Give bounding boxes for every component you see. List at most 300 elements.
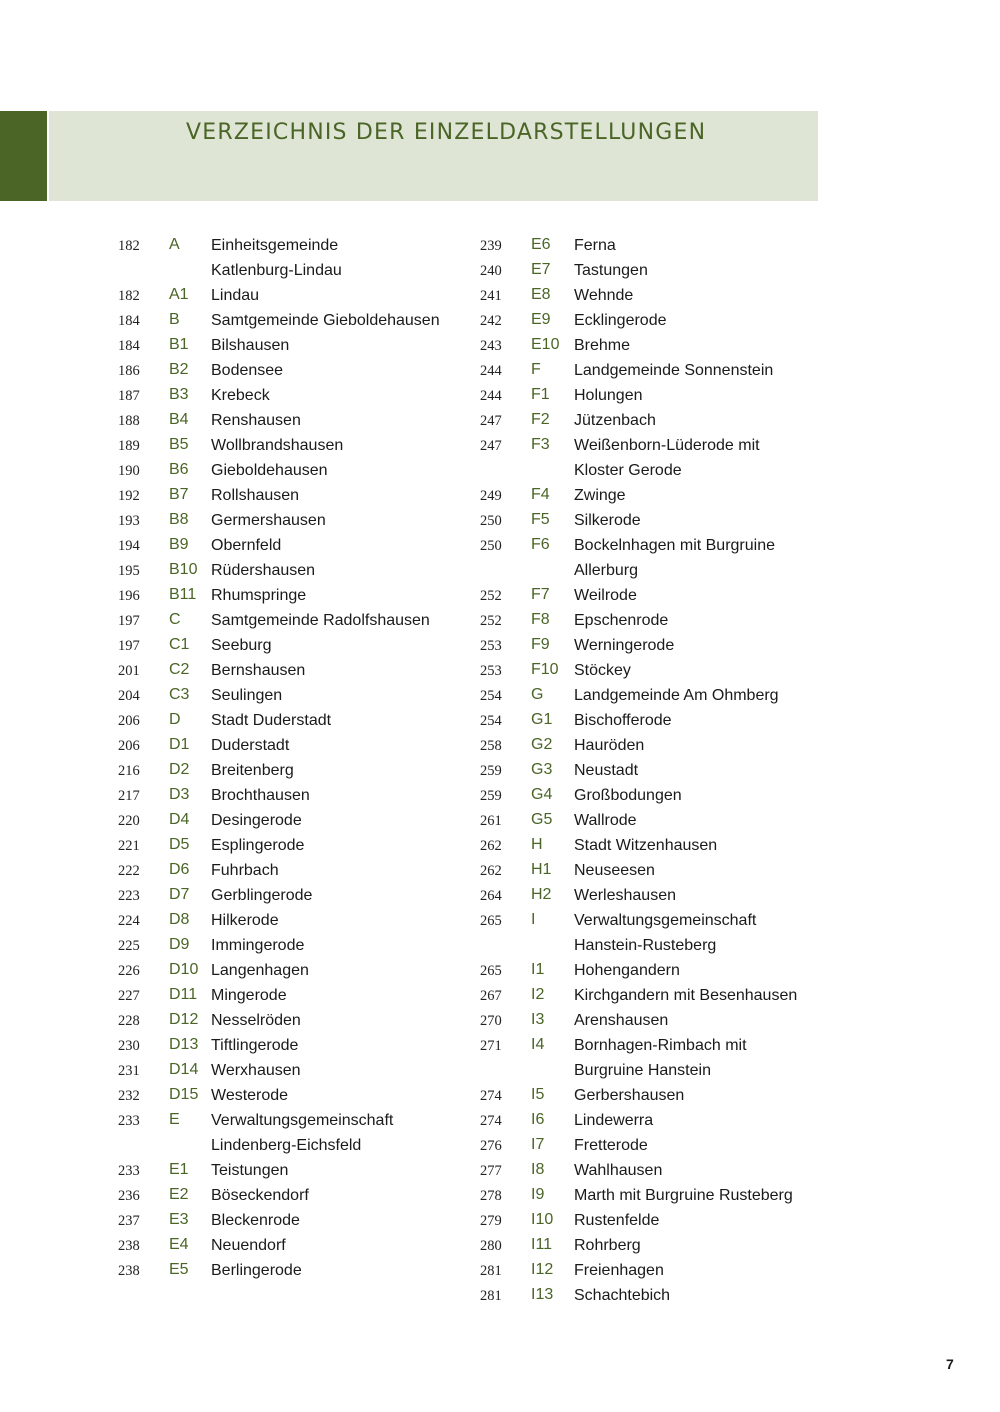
- toc-entry-title: [211, 908, 279, 933]
- toc-entry-code: G4: [531, 786, 553, 803]
- toc-entry-code: H1: [531, 861, 552, 878]
- toc-entry-code: F2: [531, 411, 550, 428]
- toc-entry-code: D3: [169, 786, 190, 803]
- toc-entry-code: I11: [531, 1236, 553, 1253]
- toc-entry-title: [574, 1233, 641, 1258]
- toc-entry-title-line: Hauröden: [574, 737, 645, 754]
- toc-entry-title: [211, 1183, 309, 1208]
- toc-entry-code: B3: [169, 386, 189, 403]
- toc-entry-title: [574, 258, 648, 283]
- toc-entry-code: I7: [531, 1136, 545, 1153]
- toc-entry-title: [211, 958, 309, 983]
- toc-entry-title-line: Stadt Duderstadt: [211, 712, 332, 729]
- toc-entry-title-line: Schachtebich: [574, 1287, 671, 1304]
- toc-entry-code: E3: [169, 1211, 189, 1228]
- toc-entry-title-line: Kloster Gerode: [574, 462, 682, 479]
- toc-entry-title: [574, 1083, 684, 1108]
- toc-page-number: 204: [118, 688, 140, 704]
- toc-entry-title: [211, 408, 301, 433]
- toc-entry-title-line: Brehme: [574, 337, 631, 354]
- toc-page-number: 231: [118, 1063, 140, 1079]
- toc-entry-title-line: Bilshausen: [211, 337, 290, 354]
- toc-page-number: 186: [118, 363, 140, 379]
- toc-page-number: 226: [118, 963, 140, 979]
- toc-entry-title-line: Rohrberg: [574, 1237, 641, 1254]
- toc-entry-title-line: Rollshausen: [211, 487, 300, 504]
- toc-entry-title-line: Burgruine Hanstein: [574, 1062, 711, 1079]
- toc-entry-title-line: Böseckendorf: [211, 1187, 309, 1204]
- toc-entry-code: G1: [531, 711, 553, 728]
- toc-entry-title: [211, 283, 259, 308]
- toc-entry-title-line: Samtgemeinde Radolfshausen: [211, 612, 430, 629]
- toc-entry-title: [574, 908, 756, 958]
- toc-page-number: 232: [118, 1088, 140, 1104]
- toc-entry-code: F7: [531, 586, 550, 603]
- toc-entry-code: D2: [169, 761, 190, 778]
- toc-entry-title-line: Rüdershausen: [211, 562, 316, 579]
- toc-entry-title: [211, 333, 289, 358]
- toc-page-number: 228: [118, 1013, 140, 1029]
- toc-entry-code: B1: [169, 336, 189, 353]
- toc-entry-code: B4: [169, 411, 189, 428]
- toc-entry-code: I5: [531, 1086, 545, 1103]
- toc-entry-title: [211, 808, 302, 833]
- toc-page-number: 189: [118, 438, 140, 454]
- toc-entry-title-line: Hilkerode: [211, 912, 279, 929]
- toc-entry-title-line: Arenshausen: [574, 1012, 669, 1029]
- toc-page-number: 277: [480, 1163, 502, 1179]
- toc-entry-code: I10: [531, 1211, 554, 1228]
- toc-entry-code: I8: [531, 1161, 545, 1178]
- toc-entry-code: D15: [169, 1086, 199, 1103]
- toc-entry-title-line: Holungen: [574, 387, 643, 404]
- toc-page-number: 265: [480, 963, 502, 979]
- toc-entry-title: [574, 333, 630, 358]
- toc-entry-title: [574, 1183, 793, 1208]
- toc-entry-title-line: Krebeck: [211, 387, 270, 404]
- toc-page-number: 237: [118, 1213, 140, 1229]
- toc-entry-code: E4: [169, 1236, 189, 1253]
- toc-page-number: 188: [118, 413, 140, 429]
- toc-entry-code: E10: [531, 336, 560, 353]
- toc-entry-title-line: Ecklingerode: [574, 312, 667, 329]
- toc-entry-title-line: Nesselröden: [211, 1012, 301, 1029]
- toc-entry-title-line: Tastungen: [574, 262, 648, 279]
- toc-entry-code: B9: [169, 536, 189, 553]
- toc-entry-title: [211, 1258, 302, 1283]
- toc-entry-title: [211, 233, 342, 283]
- toc-entry-title-line: Hohengandern: [574, 962, 680, 979]
- toc-page-number: 281: [480, 1263, 502, 1279]
- toc-page-number: 206: [118, 738, 140, 754]
- toc-entry-code: F9: [531, 636, 550, 653]
- toc-entry-title-line: Jützenbach: [574, 412, 656, 429]
- toc-entry-title-line: Teistungen: [211, 1162, 289, 1179]
- toc-entry-code: C: [169, 611, 181, 628]
- toc-entry-code: I: [531, 911, 536, 928]
- toc-page-number: 197: [118, 613, 140, 629]
- toc-entry-title: [211, 1058, 301, 1083]
- toc-entry-title-line: Desingerode: [211, 812, 302, 829]
- toc-entry-title: [574, 433, 760, 483]
- toc-entry-title: [574, 1283, 670, 1308]
- toc-entry-title-line: Verwaltungsgemeinschaft: [574, 912, 757, 929]
- toc-entry-code: C3: [169, 686, 190, 703]
- toc-entry-title: [211, 533, 281, 558]
- toc-entry-title: [574, 658, 631, 683]
- header-accent-bar: [0, 111, 47, 201]
- toc-entry-title-line: Gerblingerode: [211, 887, 313, 904]
- toc-entry-title: [574, 708, 672, 733]
- toc-entry-code: B5: [169, 436, 189, 453]
- toc-entry-title: [574, 683, 779, 708]
- toc-entry-title: [574, 533, 775, 583]
- toc-entry-code: F10: [531, 661, 559, 678]
- toc-entry-title: [574, 1033, 747, 1083]
- toc-entry-title-line: Rustenfelde: [574, 1212, 660, 1229]
- toc-page-number: 216: [118, 763, 140, 779]
- toc-entry-title: [574, 858, 655, 883]
- toc-entry-title: [211, 433, 343, 458]
- toc-entry-code: I2: [531, 986, 545, 1003]
- toc-entry-title: [574, 958, 680, 983]
- toc-entry-code: D7: [169, 886, 190, 903]
- toc-entry-title-line: Wollbrandshausen: [211, 437, 344, 454]
- toc-entry-title-line: Neuendorf: [211, 1237, 286, 1254]
- toc-page-number: 264: [480, 888, 502, 904]
- toc-page-number: 242: [480, 313, 502, 329]
- toc-page-number: 182: [118, 288, 140, 304]
- toc-entry-title-line: Bischofferode: [574, 712, 672, 729]
- toc-page-number: 238: [118, 1263, 140, 1279]
- toc-page-number: 250: [480, 538, 502, 554]
- page-number: 7: [946, 1356, 954, 1372]
- toc-entry-title-line: Bernshausen: [211, 662, 306, 679]
- toc-entry-code: E7: [531, 261, 551, 278]
- toc-page-number: 267: [480, 988, 502, 1004]
- toc-entry-code: F5: [531, 511, 550, 528]
- toc-entry-code: E: [169, 1111, 180, 1128]
- toc-page-number: 254: [480, 688, 502, 704]
- toc-page-number: 244: [480, 388, 502, 404]
- toc-page-number: 247: [480, 413, 502, 429]
- toc-entry-title-line: Seeburg: [211, 637, 272, 654]
- toc-entry-title: [574, 1158, 662, 1183]
- toc-entry-code: B7: [169, 486, 189, 503]
- toc-entry-title-line: Epschenrode: [574, 612, 669, 629]
- toc-entry-title-line: Samtgemeinde Gieboldehausen: [211, 312, 440, 329]
- toc-page-number: 254: [480, 713, 502, 729]
- toc-entry-title-line: Langenhagen: [211, 962, 309, 979]
- toc-entry-code: E5: [169, 1261, 189, 1278]
- toc-entry-title-line: Wahlhausen: [574, 1162, 663, 1179]
- toc-entry-title: [211, 358, 283, 383]
- toc-page-number: 184: [118, 338, 140, 354]
- toc-entry-code: I3: [531, 1011, 545, 1028]
- toc-entry-title-line: Bleckenrode: [211, 1212, 300, 1229]
- toc-entry-title-line: Werningerode: [574, 637, 675, 654]
- toc-page-number: 252: [480, 613, 502, 629]
- toc-entry-code: E8: [531, 286, 551, 303]
- toc-entry-title: [211, 633, 272, 658]
- toc-entry-title: [211, 508, 326, 533]
- toc-entry-code: F3: [531, 436, 550, 453]
- toc-entry-code: B11: [169, 586, 197, 603]
- toc-entry-code: D6: [169, 861, 190, 878]
- toc-entry-title: [574, 608, 668, 633]
- toc-entry-title-line: Westerode: [211, 1087, 289, 1104]
- toc-entry-title: [574, 383, 643, 408]
- toc-entry-title: [211, 658, 305, 683]
- toc-entry-code: D9: [169, 936, 190, 953]
- toc-entry-title: [574, 758, 638, 783]
- toc-entry-title: [574, 483, 626, 508]
- toc-page-number: 195: [118, 563, 140, 579]
- toc-entry-title-line: Freienhagen: [574, 1262, 664, 1279]
- toc-entry-code: I12: [531, 1261, 554, 1278]
- toc-entry-title-line: Katlenburg-Lindau: [211, 262, 342, 279]
- toc-entry-code: F4: [531, 486, 550, 503]
- toc-entry-title: [574, 408, 656, 433]
- toc-entry-title: [211, 1158, 288, 1183]
- toc-entry-title: [574, 1258, 664, 1283]
- page-title: VERZEICHNIS DER EINZELDARSTELLUNGEN: [186, 120, 707, 145]
- toc-entry-title-line: Fretterode: [574, 1137, 648, 1154]
- toc-entry-title: [574, 1208, 659, 1233]
- toc-page-number: 253: [480, 663, 502, 679]
- toc-entry-title-line: Weißenborn-Lüderode mit: [574, 437, 760, 454]
- toc-page-number: 225: [118, 938, 140, 954]
- toc-entry-title-line: Lindau: [211, 287, 260, 304]
- toc-entry-code: A: [169, 236, 180, 253]
- toc-entry-title-line: Renshausen: [211, 412, 301, 429]
- toc-page-number: 259: [480, 788, 502, 804]
- toc-entry-title-line: Brochthausen: [211, 787, 310, 804]
- toc-entry-title: [211, 983, 287, 1008]
- toc-page-number: 243: [480, 338, 502, 354]
- toc-entry-code: I9: [531, 1186, 545, 1203]
- toc-entry-title-line: Wehnde: [574, 287, 634, 304]
- toc-entry-title: [211, 708, 331, 733]
- toc-entry-title: [574, 983, 797, 1008]
- toc-page-number: 247: [480, 438, 502, 454]
- toc-entry-title: [211, 733, 289, 758]
- toc-entry-title: [574, 583, 637, 608]
- toc-entry-code: D8: [169, 911, 190, 928]
- toc-page-number: 217: [118, 788, 140, 804]
- toc-page-number: 262: [480, 863, 502, 879]
- toc-entry-code: D12: [169, 1011, 199, 1028]
- toc-entry-code: I6: [531, 1111, 545, 1128]
- toc-page-number: 222: [118, 863, 140, 879]
- toc-entry-title-line: Rhumspringe: [211, 587, 307, 604]
- toc-entry-title: [574, 508, 641, 533]
- toc-entry-code: D4: [169, 811, 190, 828]
- toc-entry-title: [211, 1033, 298, 1058]
- toc-entry-code: G2: [531, 736, 553, 753]
- toc-entry-title: [211, 583, 306, 608]
- toc-entry-code: D: [169, 711, 181, 728]
- toc-entry-code: F6: [531, 536, 550, 553]
- toc-entry-code: D1: [169, 736, 190, 753]
- toc-page-number: 194: [118, 538, 140, 554]
- toc-entry-code: B10: [169, 561, 198, 578]
- toc-page-number: 190: [118, 463, 140, 479]
- toc-page-number: 227: [118, 988, 140, 1004]
- toc-entry-title: [574, 1008, 668, 1033]
- toc-entry-title: [211, 558, 315, 583]
- toc-entry-title: [211, 783, 310, 808]
- toc-entry-title-line: Gerbershausen: [574, 1087, 685, 1104]
- toc-page-number: 233: [118, 1113, 140, 1129]
- toc-entry-title: [211, 383, 270, 408]
- toc-entry-title-line: Einheitsgemeinde: [211, 237, 339, 254]
- toc-entry-code: D10: [169, 961, 199, 978]
- toc-entry-title: [211, 683, 282, 708]
- toc-entry-title: [211, 1208, 300, 1233]
- toc-page-number: 258: [480, 738, 502, 754]
- toc-page-number: 259: [480, 763, 502, 779]
- toc-entry-title-line: Germershausen: [211, 512, 326, 529]
- toc-page-number: 271: [480, 1038, 502, 1054]
- toc-entry-title-line: Immingerode: [211, 937, 305, 954]
- toc-page-number: 262: [480, 838, 502, 854]
- toc-page-number: 206: [118, 713, 140, 729]
- toc-page-number: 236: [118, 1188, 140, 1204]
- toc-entry-code: D14: [169, 1061, 199, 1078]
- toc-entry-code: F8: [531, 611, 550, 628]
- toc-entry-code: A1: [169, 286, 189, 303]
- toc-entry-title: [574, 883, 676, 908]
- toc-entry-title-line: Fuhrbach: [211, 862, 279, 879]
- toc-entry-code: I1: [531, 961, 545, 978]
- toc-page-number: 241: [480, 288, 502, 304]
- toc-entry-title: [574, 1133, 648, 1158]
- toc-entry-title-line: Allerburg: [574, 562, 639, 579]
- toc-entry-code: D11: [169, 986, 198, 1003]
- toc-page-number: 223: [118, 888, 140, 904]
- toc-entry-title-line: Esplingerode: [211, 837, 305, 854]
- toc-entry-code: H2: [531, 886, 552, 903]
- toc-entry-title-line: Wallrode: [574, 812, 637, 829]
- toc-entry-code: B: [169, 311, 180, 328]
- toc-entry-code: C1: [169, 636, 190, 653]
- toc-entry-title: [574, 633, 674, 658]
- toc-entry-title: [574, 833, 717, 858]
- toc-page-number: 221: [118, 838, 140, 854]
- toc-page-number: 182: [118, 238, 140, 254]
- toc-entry-title: [574, 283, 633, 308]
- toc-entry-title: [574, 233, 616, 258]
- toc-page-number: 233: [118, 1163, 140, 1179]
- toc-entry-code: G3: [531, 761, 553, 778]
- toc-entry-title: [211, 1233, 286, 1258]
- toc-entry-title-line: Lindewerra: [574, 1112, 654, 1129]
- toc-entry-title-line: Neustadt: [574, 762, 639, 779]
- toc-entry-title-line: Bodensee: [211, 362, 284, 379]
- toc-entry-title-line: Gieboldehausen: [211, 462, 328, 479]
- toc-entry-title: [211, 833, 304, 858]
- toc-entry-title-line: Stadt Witzenhausen: [574, 837, 718, 854]
- toc-entry-title: [211, 858, 279, 883]
- toc-entry-title: [574, 358, 773, 383]
- toc-page-number: 244: [480, 363, 502, 379]
- toc-entry-title: [574, 308, 667, 333]
- toc-entry-code: H: [531, 836, 543, 853]
- toc-entry-code: E6: [531, 236, 551, 253]
- toc-entry-code: E1: [169, 1161, 189, 1178]
- toc-page-number: 184: [118, 313, 140, 329]
- toc-page-number: 201: [118, 663, 140, 679]
- toc-entry-title-line: Lindenberg-Eichsfeld: [211, 1137, 362, 1154]
- toc-entry-title: [211, 758, 294, 783]
- toc-entry-title-line: Tiftlingerode: [211, 1037, 299, 1054]
- toc-entry-title-line: Verwaltungsgemeinschaft: [211, 1112, 394, 1129]
- toc-entry-code: F1: [531, 386, 550, 403]
- toc-page-number: 240: [480, 263, 502, 279]
- toc-page-number: 220: [118, 813, 140, 829]
- toc-entry-title-line: Bockelnhagen mit Burgruine: [574, 537, 776, 554]
- toc-page-number: 197: [118, 638, 140, 654]
- toc-entry-title: [211, 308, 440, 333]
- toc-page-number: 274: [480, 1088, 502, 1104]
- toc-entry-title: [574, 808, 637, 833]
- toc-entry-code: D5: [169, 836, 190, 853]
- toc-entry-title-line: Breitenberg: [211, 762, 294, 779]
- toc-entry-title: [574, 733, 644, 758]
- toc-entry-code: I4: [531, 1036, 545, 1053]
- toc-page-number: 261: [480, 813, 502, 829]
- toc-page-number: 250: [480, 513, 502, 529]
- toc-entry-title-line: Landgemeinde Sonnenstein: [574, 362, 774, 379]
- toc-entry-code: G: [531, 686, 544, 703]
- toc-page-number: 281: [480, 1288, 502, 1304]
- toc-page-number: 239: [480, 238, 502, 254]
- toc-entry-title-line: Ferna: [574, 237, 616, 254]
- toc-entry-title-line: Seulingen: [211, 687, 283, 704]
- toc-entry-title-line: Mingerode: [211, 987, 287, 1004]
- toc-entry-title: [211, 458, 328, 483]
- toc-page-number: 192: [118, 488, 140, 504]
- toc-entry-title-line: Zwinge: [574, 487, 626, 504]
- toc-entry-code: F: [531, 361, 541, 378]
- toc-entry-title: [211, 883, 312, 908]
- toc-entry-code: D13: [169, 1036, 199, 1053]
- toc-page-number: 279: [480, 1213, 502, 1229]
- toc-page-number: 278: [480, 1188, 502, 1204]
- toc-page-number: 252: [480, 588, 502, 604]
- toc-page-number: 270: [480, 1013, 502, 1029]
- toc-entry-title-line: Stöckey: [574, 662, 631, 679]
- toc-page-number: 253: [480, 638, 502, 654]
- toc-page-number: 193: [118, 513, 140, 529]
- toc-entry-code: B2: [169, 361, 189, 378]
- toc-page-number: 224: [118, 913, 140, 929]
- toc-page-number: 265: [480, 913, 502, 929]
- toc-entry-title: [211, 1083, 288, 1108]
- toc-entry-code: E2: [169, 1186, 189, 1203]
- toc-entry-code: I13: [531, 1286, 554, 1303]
- toc-entry-title-line: Obernfeld: [211, 537, 282, 554]
- toc-page-number: 280: [480, 1238, 502, 1254]
- toc-page-number: 187: [118, 388, 140, 404]
- toc-page-number: 230: [118, 1038, 140, 1054]
- toc-entry-title: [211, 483, 299, 508]
- toc-page-number: 238: [118, 1238, 140, 1254]
- toc-entry-title-line: Silkerode: [574, 512, 641, 529]
- toc-entry-title: [211, 1008, 301, 1033]
- toc-entry-title-line: Berlingerode: [211, 1262, 302, 1279]
